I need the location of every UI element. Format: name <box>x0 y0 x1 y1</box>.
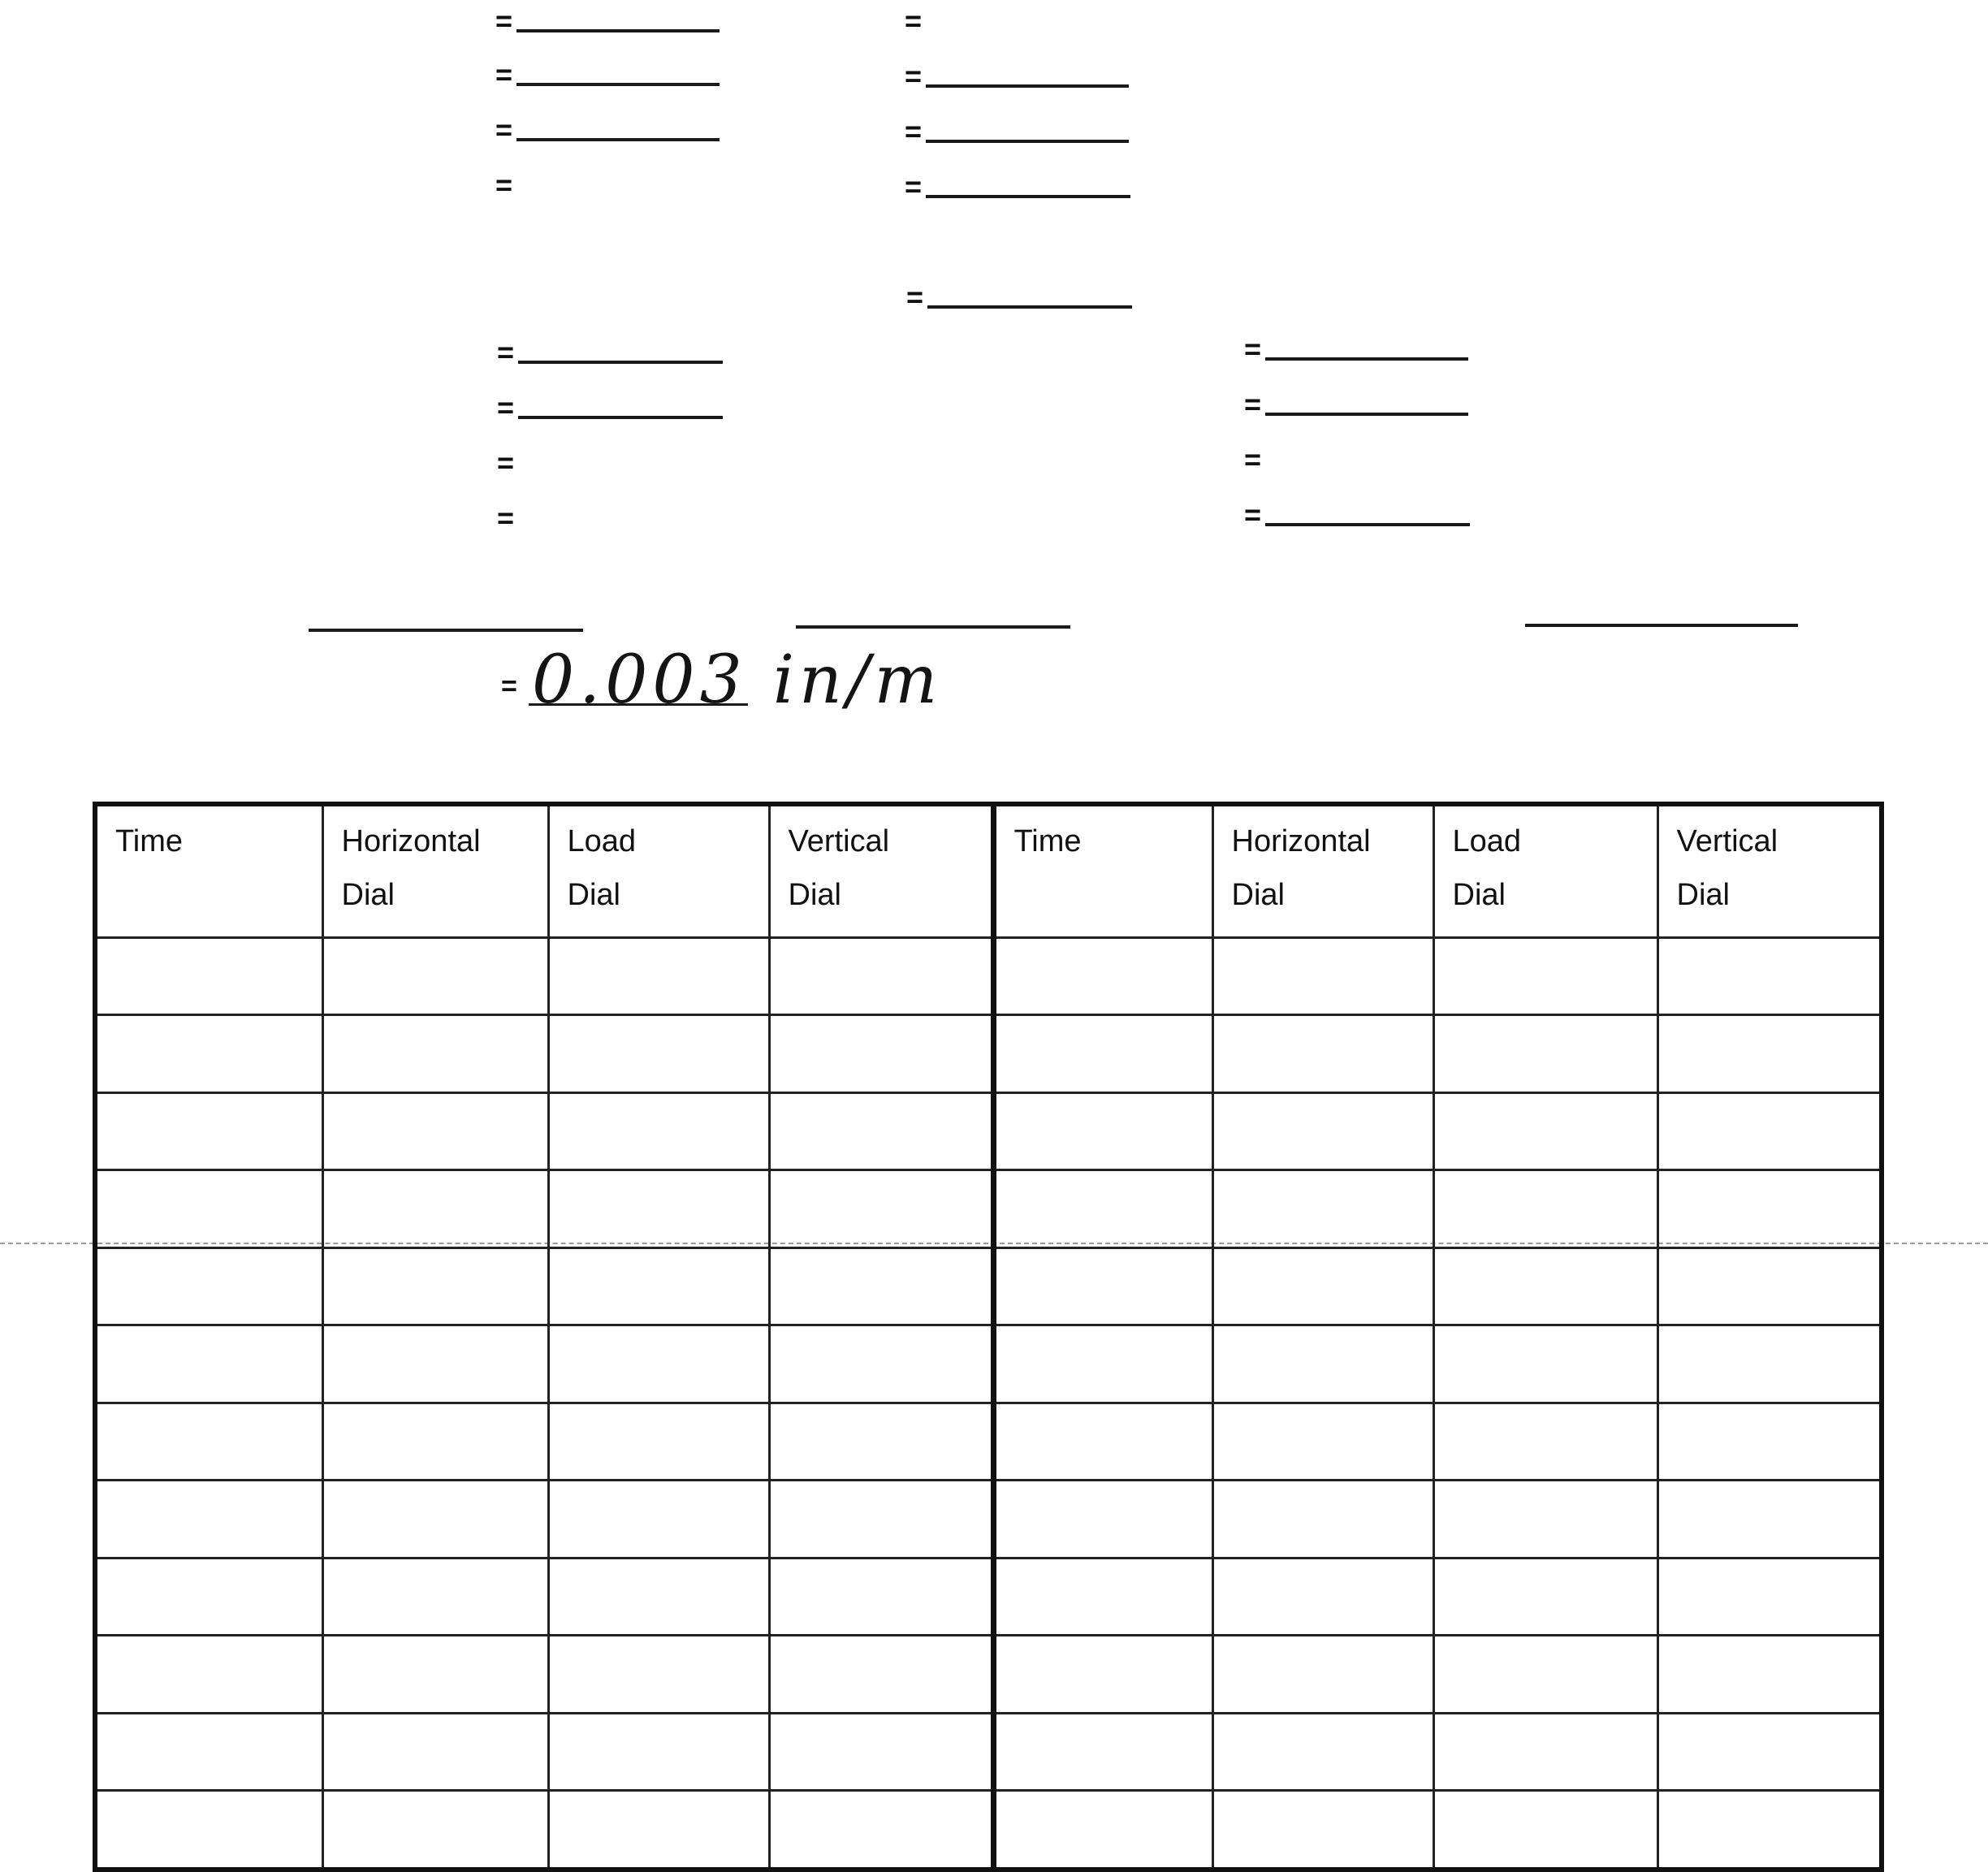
table-cell[interactable] <box>1212 1325 1433 1403</box>
table-cell[interactable] <box>769 1092 993 1169</box>
equals-sign: = <box>501 671 517 702</box>
table-cell[interactable] <box>548 1247 769 1325</box>
table-cell[interactable] <box>1212 1713 1433 1790</box>
table-cell[interactable] <box>769 1325 993 1403</box>
table-cell[interactable] <box>548 1481 769 1558</box>
equals-sign: = <box>905 59 923 93</box>
blank-line[interactable] <box>518 361 723 364</box>
table-cell[interactable] <box>1433 1403 1657 1480</box>
table-cell[interactable] <box>1433 1636 1657 1713</box>
table-row <box>95 1403 1882 1480</box>
column-header-horizontal-dial <box>322 804 548 938</box>
table-cell[interactable] <box>993 1481 1212 1558</box>
table-cell[interactable] <box>769 1247 993 1325</box>
table-header-row <box>95 804 1882 938</box>
table-cell[interactable] <box>1657 938 1882 1015</box>
table-cell[interactable] <box>1212 1636 1433 1713</box>
table-cell[interactable] <box>1657 1403 1882 1480</box>
table-cell[interactable] <box>95 1481 322 1558</box>
blank-line[interactable] <box>927 305 1132 309</box>
blank-line-center[interactable] <box>796 625 1070 629</box>
table-cell[interactable] <box>993 1403 1212 1480</box>
table-cell[interactable] <box>1212 1791 1433 1870</box>
header-line-1: Vertical <box>1676 824 1778 858</box>
table-cell[interactable] <box>993 1015 1212 1092</box>
table-cell[interactable] <box>769 938 993 1015</box>
equals-sign: = <box>495 58 513 91</box>
column-header-horizontal-dial <box>1212 804 1433 938</box>
table-cell[interactable] <box>95 1092 322 1169</box>
table-cell[interactable] <box>769 1791 993 1870</box>
table-row <box>95 1791 1882 1870</box>
table-cell[interactable] <box>769 1713 993 1790</box>
blank-line[interactable] <box>516 83 720 86</box>
table-cell[interactable] <box>1212 1481 1433 1558</box>
table-cell[interactable] <box>1433 1791 1657 1870</box>
blank-line-left[interactable] <box>309 629 583 632</box>
blank-line[interactable] <box>516 138 720 141</box>
table-row <box>95 1481 1882 1558</box>
table-cell[interactable] <box>322 938 548 1015</box>
table-row <box>95 1325 1882 1403</box>
table-cell[interactable] <box>993 938 1212 1015</box>
table-cell[interactable] <box>1657 1558 1882 1635</box>
table-cell[interactable] <box>548 1713 769 1790</box>
blank-line[interactable] <box>1265 523 1470 526</box>
table-cell[interactable] <box>322 1247 548 1325</box>
table-cell[interactable] <box>993 1325 1212 1403</box>
handwritten-rate-value: 0.003 in/m <box>532 642 943 719</box>
column-header-load-dial <box>548 804 769 938</box>
table-cell[interactable] <box>1212 1015 1433 1092</box>
table-cell[interactable] <box>322 1791 548 1870</box>
table-row <box>95 1247 1882 1325</box>
header-line-1: Load <box>567 824 637 858</box>
equals-sign: = <box>905 170 923 203</box>
table-cell[interactable] <box>1657 1247 1882 1325</box>
table-cell[interactable] <box>95 1791 322 1870</box>
table-cell[interactable] <box>1433 1325 1657 1403</box>
table-cell[interactable] <box>95 938 322 1015</box>
table-cell[interactable] <box>1657 1481 1882 1558</box>
equals-sign: = <box>495 4 513 37</box>
table-row <box>95 1558 1882 1635</box>
table-cell[interactable] <box>95 1247 322 1325</box>
table-cell[interactable] <box>322 1092 548 1169</box>
table-cell[interactable] <box>95 1636 322 1713</box>
table-cell[interactable] <box>1433 1558 1657 1635</box>
equals-sign: = <box>906 280 924 313</box>
table-body <box>95 938 1882 1870</box>
header-line-2: Dial <box>788 878 841 912</box>
table-cell[interactable] <box>322 1170 548 1247</box>
column-header-time <box>95 804 322 938</box>
header-line-1: Time <box>1013 824 1082 858</box>
table-cell[interactable] <box>769 1636 993 1713</box>
table-cell[interactable] <box>1433 938 1657 1015</box>
table-row <box>95 1015 1882 1092</box>
table-cell[interactable] <box>1212 1092 1433 1169</box>
equals-sign: = <box>905 115 923 148</box>
table-cell[interactable] <box>769 1015 993 1092</box>
blank-line[interactable] <box>516 29 720 32</box>
table-cell[interactable] <box>993 1092 1212 1169</box>
table-cell[interactable] <box>548 1092 769 1169</box>
table-cell[interactable] <box>1657 1015 1882 1092</box>
equals-sign: = <box>495 113 513 146</box>
table-cell[interactable] <box>548 1325 769 1403</box>
header-line-2: Dial <box>341 878 395 912</box>
table-cell[interactable] <box>1212 938 1433 1015</box>
column-header-vertical-dial <box>769 804 993 938</box>
header-line-2: Dial <box>567 878 620 912</box>
column-header-vertical-dial <box>1657 804 1882 938</box>
table-cell[interactable] <box>1657 1170 1882 1247</box>
table-cell[interactable] <box>548 1403 769 1480</box>
table-cell[interactable] <box>993 1558 1212 1635</box>
table-cell[interactable] <box>322 1403 548 1480</box>
blank-line[interactable] <box>926 140 1129 143</box>
table-cell[interactable] <box>1212 1247 1433 1325</box>
table-row <box>95 1713 1882 1790</box>
table-cell[interactable] <box>1433 1481 1657 1558</box>
table-cell[interactable] <box>1212 1403 1433 1480</box>
header-line-1: Load <box>1452 824 1522 858</box>
blank-line[interactable] <box>518 416 723 419</box>
table-cell[interactable] <box>1657 1092 1882 1169</box>
table-cell[interactable] <box>993 1791 1212 1870</box>
table-cell[interactable] <box>1657 1713 1882 1790</box>
table-cell[interactable] <box>322 1481 548 1558</box>
table-cell[interactable] <box>993 1636 1212 1713</box>
table-cell[interactable] <box>993 1170 1212 1247</box>
equals-sign: = <box>905 4 923 37</box>
blank-line[interactable] <box>1265 413 1468 416</box>
table-cell[interactable] <box>1657 1636 1882 1713</box>
equals-sign: = <box>1244 498 1262 531</box>
blank-line[interactable] <box>926 84 1129 88</box>
table-cell[interactable] <box>95 1015 322 1092</box>
header-line-2: Dial <box>1676 878 1730 912</box>
column-header-time <box>993 804 1212 938</box>
blank-line[interactable] <box>926 195 1130 198</box>
table-cell[interactable] <box>1433 1170 1657 1247</box>
blank-line[interactable] <box>1265 357 1468 361</box>
blank-line-right[interactable] <box>1525 624 1798 627</box>
table-cell[interactable] <box>1433 1092 1657 1169</box>
table-cell[interactable] <box>1212 1558 1433 1635</box>
table-cell[interactable] <box>548 1015 769 1092</box>
equals-sign: = <box>497 391 515 424</box>
header-line-2: Dial <box>1452 878 1506 912</box>
table-cell[interactable] <box>95 1713 322 1790</box>
equals-sign: = <box>497 335 515 369</box>
equals-sign: = <box>1244 387 1262 421</box>
table-cell[interactable] <box>322 1325 548 1403</box>
table-cell[interactable] <box>993 1247 1212 1325</box>
table-cell[interactable] <box>769 1481 993 1558</box>
test-log-table <box>93 802 1884 1872</box>
table-cell[interactable] <box>1212 1170 1433 1247</box>
column-header-load-dial <box>1433 804 1657 938</box>
table-cell[interactable] <box>548 1558 769 1635</box>
table-cell[interactable] <box>548 1170 769 1247</box>
table-cell[interactable] <box>1657 1791 1882 1870</box>
equals-sign: = <box>497 501 515 534</box>
equals-sign: = <box>1244 443 1262 476</box>
table-cell[interactable] <box>95 1170 322 1247</box>
table-cell[interactable] <box>1433 1015 1657 1092</box>
table-cell[interactable] <box>1657 1325 1882 1403</box>
table-cell[interactable] <box>769 1558 993 1635</box>
table-row <box>95 1636 1882 1713</box>
table-cell[interactable] <box>322 1558 548 1635</box>
table-cell[interactable] <box>322 1713 548 1790</box>
table-cell[interactable] <box>548 1636 769 1713</box>
table-row <box>95 938 1882 1015</box>
table-cell[interactable] <box>548 1791 769 1870</box>
table-cell[interactable] <box>1433 1247 1657 1325</box>
header-line-1: Vertical <box>788 824 890 858</box>
header-line-1: Horizontal <box>341 824 481 858</box>
table-cell[interactable] <box>95 1403 322 1480</box>
table-row <box>95 1170 1882 1247</box>
equals-sign: = <box>1244 332 1262 365</box>
table-cell[interactable] <box>95 1325 322 1403</box>
table-cell[interactable] <box>322 1636 548 1713</box>
table-cell[interactable] <box>95 1558 322 1635</box>
table-cell[interactable] <box>322 1015 548 1092</box>
table-cell[interactable] <box>769 1170 993 1247</box>
equals-sign: = <box>497 446 515 479</box>
table-cell[interactable] <box>993 1713 1212 1790</box>
header-line-1: Horizontal <box>1231 824 1371 858</box>
table-cell[interactable] <box>769 1403 993 1480</box>
table-row <box>95 1092 1882 1169</box>
table-cell[interactable] <box>548 938 769 1015</box>
equals-sign: = <box>495 168 513 201</box>
table-cell[interactable] <box>1433 1713 1657 1790</box>
header-line-1: Time <box>115 824 184 858</box>
header-line-2: Dial <box>1231 878 1285 912</box>
